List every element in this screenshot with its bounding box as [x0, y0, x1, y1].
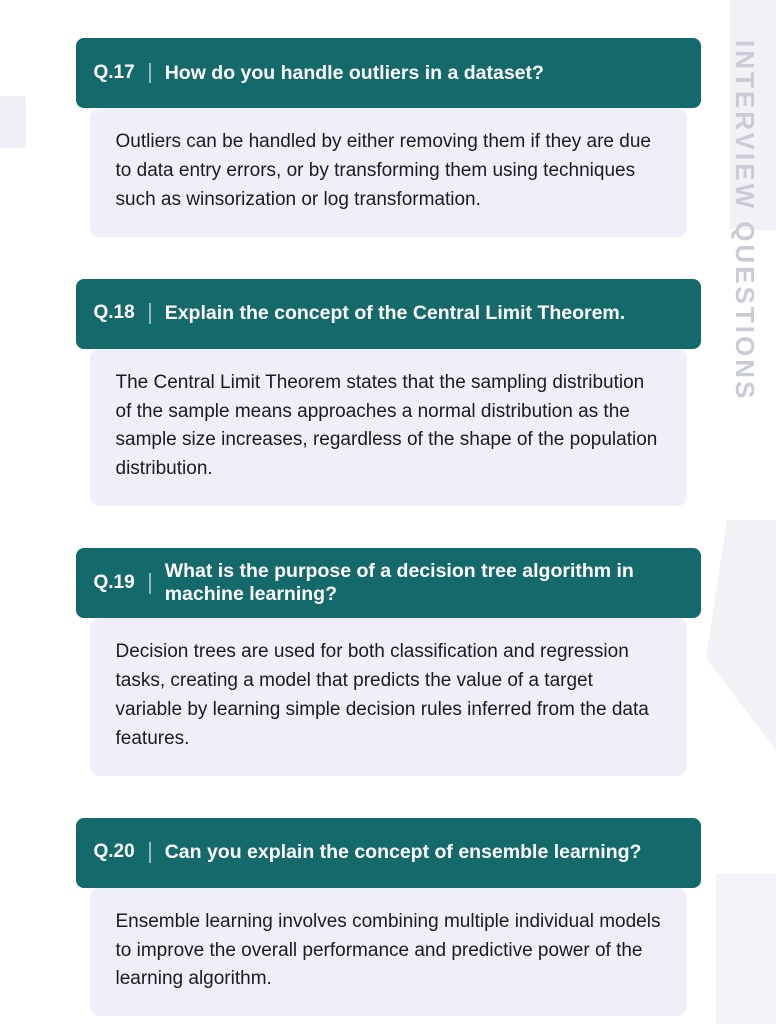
question-header [76, 818, 701, 888]
answer-text: Decision trees are used for both classification and regression tasks, creating a model that predicts the value of a target variable by learning simple decision rules inferred from the data features. [115, 641, 649, 749]
answer-panel [90, 108, 687, 237]
answer-text: Outliers can be handled by either removing them if they are due to data entry errors, or by transforming them using techniques such as winsorization or log transformation. [115, 131, 651, 210]
question-number: Q.18 [76, 303, 151, 324]
side-label: INTERVIEW QUESTIONS [730, 40, 760, 402]
question-number: Q.17 [76, 63, 151, 84]
qa-item [76, 818, 701, 1017]
spacer [0, 776, 776, 818]
answer-text: Ensemble learning involves combining multiple individual models to improve the overall performance and predictive power of the learning algorithm. [115, 910, 661, 990]
answer-panel [90, 888, 687, 1017]
question-text: Can you explain the concept of ensemble learning? [164, 841, 642, 864]
qa-item [76, 279, 701, 507]
qa-item [76, 38, 701, 237]
question-header [76, 38, 701, 108]
question-header [76, 279, 701, 349]
answer-panel [90, 618, 687, 776]
question-text: What is the purpose of a decision tree algorithm in machine learning? [164, 560, 634, 606]
question-text: Explain the concept of the Central Limit Theorem. [164, 302, 626, 325]
question-text: How do you handle outliers in a dataset? [164, 61, 544, 84]
answer-text: The Central Limit Theorem states that the sampling distribution of the sample means approaches a normal distribution as the sample size increases, regardless of the shape of the population distribution. [115, 371, 658, 480]
qa-item [76, 548, 701, 776]
spacer [0, 506, 776, 548]
question-number: Q.20 [76, 842, 151, 863]
spacer [0, 237, 776, 279]
question-number: Q.19 [76, 573, 151, 594]
question-header [76, 548, 701, 618]
answer-panel [90, 349, 687, 507]
